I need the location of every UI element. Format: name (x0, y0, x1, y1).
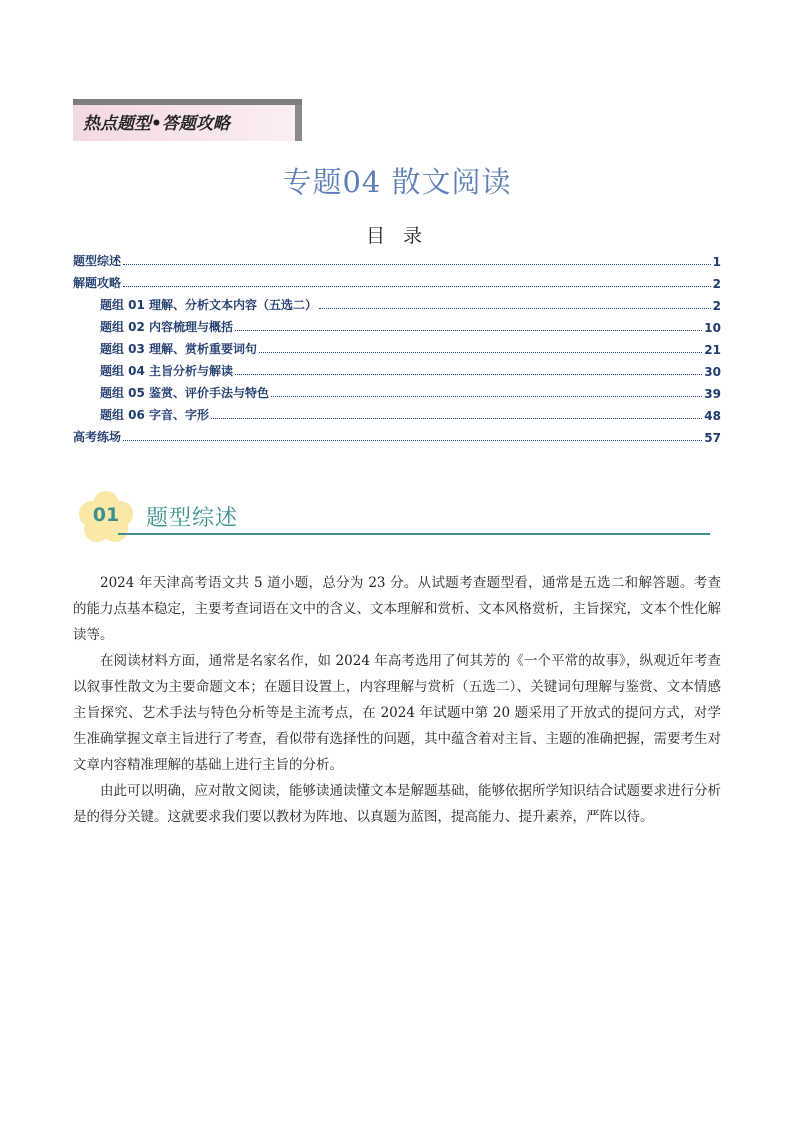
toc-item[interactable] (73, 291, 721, 313)
section-title: 题型综述 (146, 506, 239, 531)
toc-item[interactable] (73, 335, 721, 357)
toc-item-label: 题组 05 鉴赏、评价手法与特色 (100, 386, 270, 400)
toc-heading: 目 录 (365, 225, 429, 247)
toc-item-page: 10 (704, 321, 721, 335)
toc-leader-dots (123, 440, 702, 441)
toc-item-label: 题组 02 内容梳理与概括 (100, 320, 234, 334)
toc-item[interactable] (73, 269, 721, 291)
toc-item-page: 21 (704, 343, 721, 357)
toc-item-label: 题组 04 主旨分析与解读 (100, 364, 234, 378)
toc-item-label: 题组 06 字音、字形 (100, 408, 210, 422)
toc-item-label: 题组 03 理解、赏析重要词句 (100, 342, 258, 356)
paragraph: 由此可以明确，应对散文阅读，能够读通读懂文本是解题基础，能够依据所学知识结合试题要求进行分析是的得分关键。这就要求我们要以教材为阵地、以真题为蓝图，提高能力、提升素养，严阵以待。 (73, 783, 721, 825)
toc-leader-dots (123, 286, 711, 287)
toc-item[interactable] (73, 379, 721, 401)
toc-item-page: 57 (704, 431, 721, 445)
toc-leader-dots (235, 374, 702, 375)
toc-leader-dots (319, 308, 711, 309)
paragraph: 在阅读材料方面，通常是名家名作，如 2024 年高考选用了何其芳的《一个平常的故事》，纵观近年考查以叙事性散文为主要命题文本；在题目设置上，内容理解与赏析（五选二）、关键词句理解与鉴赏、文本情感主旨探究、艺术手法与特色分析等是主流考点，在 2024 年试题中第 20 题采用了开放式的提问方式，对学生准确掌握文章主旨进行了考查，看似带有选择性的问题，其中蕴含着对主旨、主题的准确把握，需要考生对文章内容精准理解的基础上进行主旨的分析。 (73, 653, 721, 773)
toc-item[interactable] (73, 423, 721, 445)
toc-item[interactable] (73, 357, 721, 379)
toc-item-label: 高考练场 (73, 430, 122, 444)
toc-leader-dots (211, 418, 702, 419)
toc-item-page: 1 (712, 255, 721, 269)
toc-leader-dots (235, 330, 702, 331)
toc-leader-dots (259, 352, 702, 353)
toc-item-page: 2 (712, 277, 721, 291)
banner-label: 热点题型•答题攻略 (83, 114, 230, 134)
header-banner (73, 99, 302, 141)
body-text (73, 570, 721, 830)
section-header (78, 490, 718, 545)
page-title: 专题04 散文阅读 (282, 165, 512, 199)
toc-item[interactable] (73, 401, 721, 423)
toc-item-label: 题型综述 (73, 254, 122, 268)
table-of-contents (73, 247, 721, 445)
section-divider (118, 533, 710, 535)
toc-item-label: 解题攻略 (73, 276, 122, 290)
section-number: 01 (92, 504, 120, 526)
toc-item-page: 2 (712, 299, 721, 313)
toc-item-page: 30 (704, 365, 721, 379)
toc-leader-dots (271, 396, 702, 397)
toc-leader-dots (123, 264, 711, 265)
toc-item[interactable] (73, 313, 721, 335)
toc-item[interactable] (73, 247, 721, 269)
paragraph: 2024 年天津高考语文共 5 道小题，总分为 23 分。从试题考查题型看，通常是五选二和解答题。考查的能力点基本稳定，主要考查词语在文中的含义、文本理解和赏析、文本风格赏析，主旨探究，文本个性化解读等。 (73, 575, 721, 643)
toc-item-page: 39 (704, 387, 721, 401)
toc-item-label: 题组 01 理解、分析文本内容（五选二） (100, 298, 318, 312)
toc-item-page: 48 (704, 409, 721, 423)
